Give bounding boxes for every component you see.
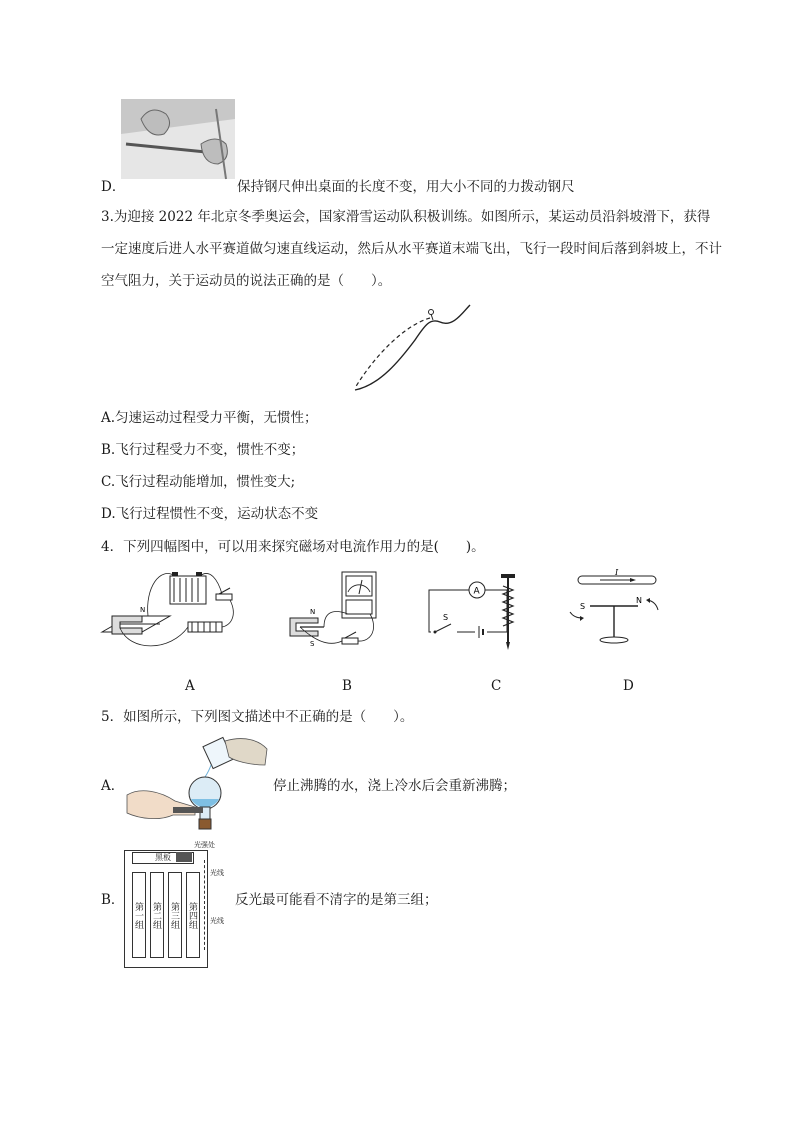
q4-label-b: B <box>342 678 352 694</box>
figB-s-label: S <box>310 640 315 648</box>
steel-ruler-photo <box>121 99 235 179</box>
glare-patch <box>176 852 192 862</box>
q4-label-c: C <box>491 678 502 694</box>
figC-switch-label: S <box>443 613 449 622</box>
q2-optD-label: D． <box>101 179 126 195</box>
q5-stem: 5．如图所示，下列图文描述中不正确的是（ ）。 <box>101 709 414 725</box>
figD-n-label: N <box>636 596 642 605</box>
q5-optA-text: 停止沸腾的水，浇上冷水后会重新沸腾； <box>273 778 516 794</box>
q5-optB-label: B． <box>101 892 125 908</box>
figC-ammeter-label: A <box>473 586 480 597</box>
group-4: 第四组 <box>186 872 200 958</box>
q4-figure-c <box>425 572 535 658</box>
light-label-1: 光线 <box>210 869 224 877</box>
q3-option-b: B.飞行过程受力不变，惯性不变； <box>101 442 305 458</box>
q3-stem-line1: 3.为迎接 2022 年北京冬季奥运会，国家滑雪运动队积极训练。如图所示，某运动员沿斜坡滑下，获得 <box>101 209 711 225</box>
q3-option-a: A.匀速运动过程受力平衡，无惯性； <box>101 410 318 426</box>
group-3: 第三组 <box>168 872 182 958</box>
window-line <box>204 860 205 950</box>
q4-stem: 4．下列四幅图中，可以用来探究磁场对电流作用力的是( )。 <box>101 539 485 555</box>
group-1: 第一组 <box>132 872 146 958</box>
q4-label-d: D <box>623 678 634 694</box>
q4-figure-d <box>560 568 670 654</box>
q4-label-a: A <box>185 678 195 694</box>
figD-current-label: I <box>615 568 619 577</box>
blackboard: 黑板 <box>132 852 194 864</box>
figD-s-label: S <box>580 602 586 611</box>
q5-optB-text: 反光最可能看不清字的是第三组； <box>235 892 438 908</box>
q5-optA-label: A． <box>101 778 125 794</box>
skier-icon <box>429 310 434 315</box>
q2-optD-text: 保持钢尺伸出桌面的长度不变，用大小不同的力拨动钢尺 <box>237 179 575 195</box>
q5-figure-b <box>124 840 242 960</box>
ski-slope-diagram <box>345 300 475 395</box>
group-2: 第二组 <box>150 872 164 958</box>
q5-figure-a <box>125 735 270 833</box>
q4-figure-b <box>282 568 392 658</box>
figB-n-label: N <box>310 608 316 616</box>
q3-stem-line2: 一定速度后进人水平赛道做匀速直线运动，然后从水平赛道末端飞出，飞行一段时间后落到斜坡上，不计 <box>101 241 722 257</box>
q3-stem-line3: 空气阻力，关于运动员的说法正确的是（ ）。 <box>101 273 392 289</box>
q4-figure-a <box>100 568 240 658</box>
glare-label: 光强处 <box>194 841 215 849</box>
figA-n-label: N <box>140 606 146 614</box>
light-label-2: 光线 <box>210 917 224 925</box>
q3-option-d: D.飞行过程惯性不变，运动状态不变 <box>101 506 319 522</box>
q3-option-c: C.飞行过程动能增加，惯性变大; <box>101 474 296 490</box>
